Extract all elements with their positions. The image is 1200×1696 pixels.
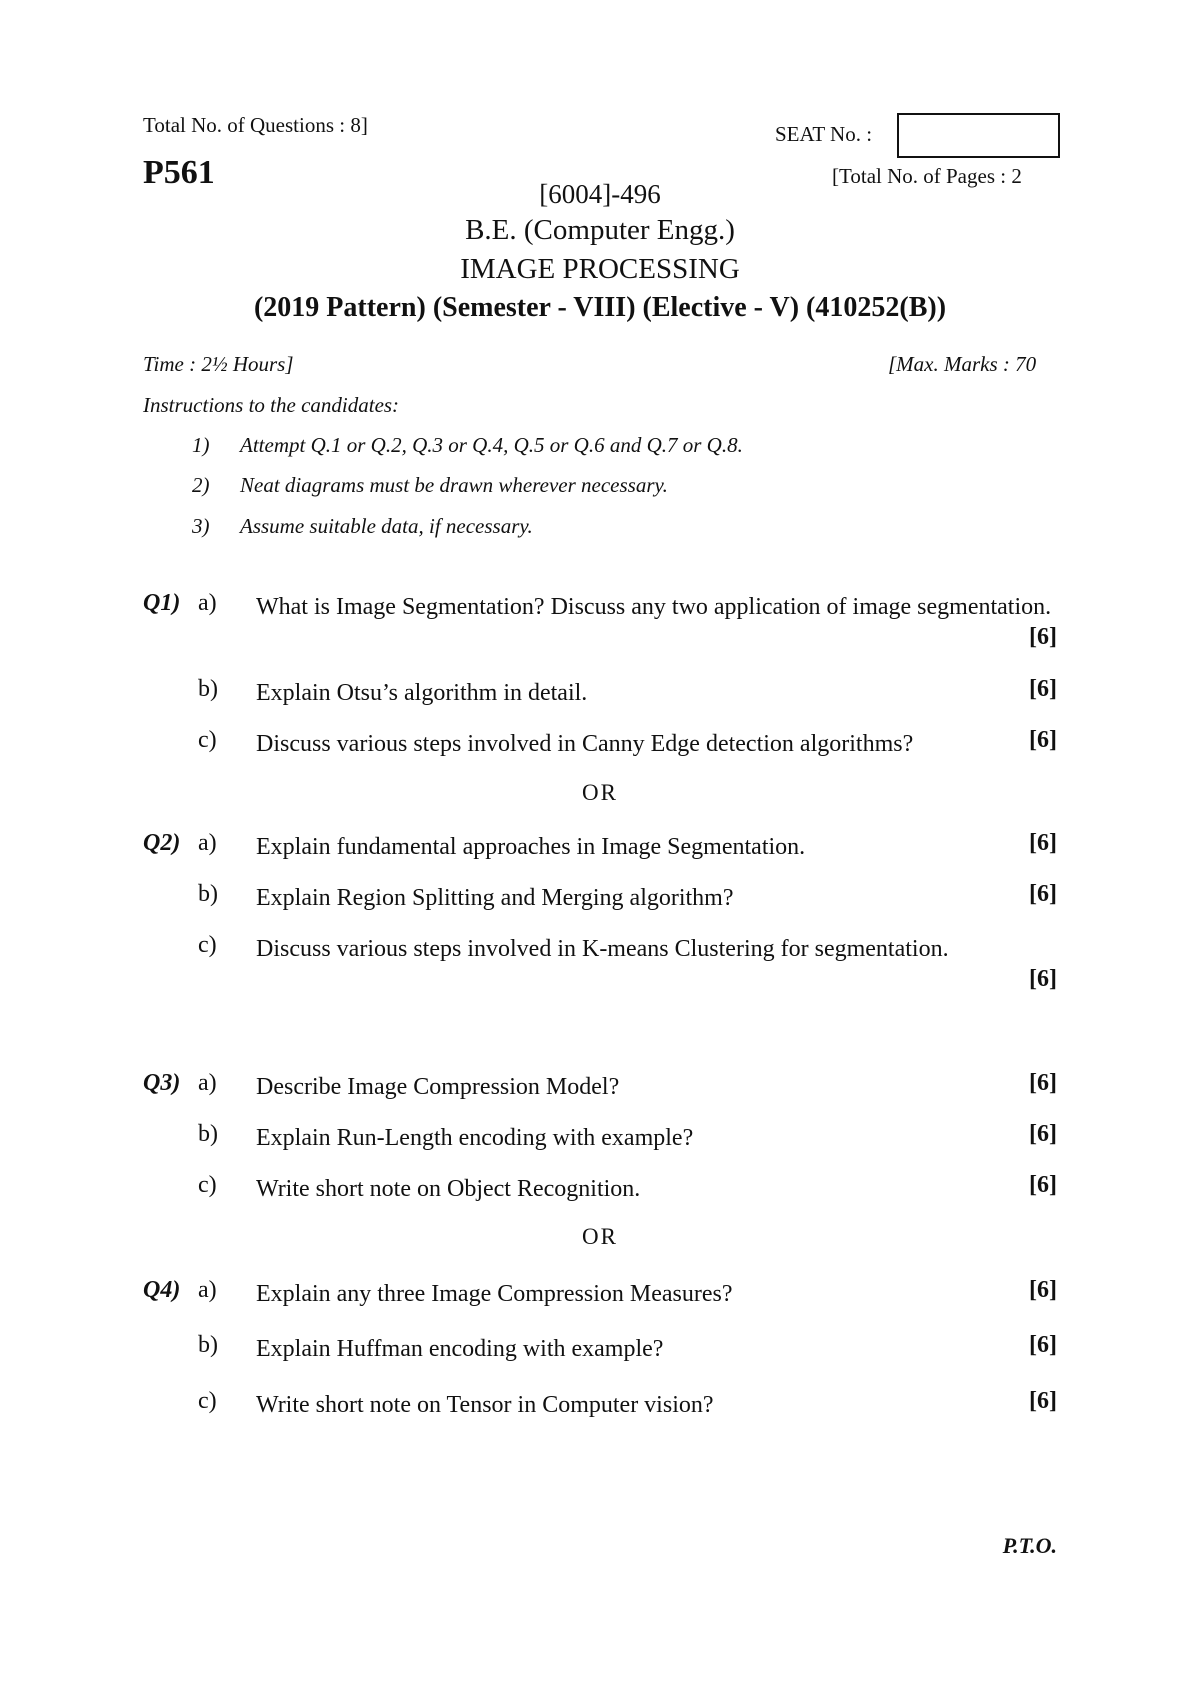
instruction-text: Neat diagrams must be drawn wherever necessary.: [240, 473, 668, 497]
seat-number-box[interactable]: [897, 113, 1060, 158]
degree-title: B.E. (Computer Engg.): [465, 214, 735, 246]
part-label: b): [198, 1121, 218, 1147]
instructions-title: Instructions to the candidates:: [143, 393, 400, 417]
part-label: c): [198, 1388, 217, 1414]
part-label: b): [198, 881, 218, 907]
instruction-number: 1): [192, 433, 210, 457]
question-number: Q1): [143, 590, 181, 616]
question-number: Q2): [143, 830, 181, 856]
marks: [6]: [1029, 1070, 1057, 1096]
time-allowed: Time : 2½ Hours]: [143, 352, 294, 376]
max-marks: [Max. Marks : 70: [888, 352, 1037, 376]
marks: [6]: [1029, 676, 1057, 702]
marks: [6]: [1029, 1388, 1057, 1414]
question-text: Describe Image Compression Model?: [256, 1074, 620, 1100]
marks: [6]: [1029, 727, 1057, 753]
paper-code: [6004]-496: [539, 179, 661, 209]
question-text: Explain any three Image Compression Measures?: [256, 1281, 733, 1307]
part-label: b): [198, 1332, 218, 1358]
instruction-number: 3): [192, 514, 210, 538]
part-label: a): [198, 1277, 217, 1303]
marks: [6]: [1029, 881, 1057, 907]
marks: [6]: [1029, 1277, 1057, 1303]
pattern-line: (2019 Pattern) (Semester - VIII) (Elective - V) (410252(B)): [253, 292, 947, 323]
or-separator: OR: [582, 1224, 618, 1249]
instruction-item: [192, 514, 533, 539]
question-text: Discuss various steps involved in K-means Clustering for segmentation.: [256, 936, 949, 962]
question-text: Write short note on Tensor in Computer vision?: [256, 1392, 714, 1418]
part-label: b): [198, 676, 218, 702]
seat-number-label: SEAT No. :: [775, 122, 873, 146]
question-text: Explain Otsu’s algorithm in detail.: [256, 680, 588, 706]
question-text: Explain Region Splitting and Merging algorithm?: [256, 885, 734, 911]
instruction-item: [192, 473, 668, 498]
question-text: Write short note on Object Recognition.: [256, 1176, 641, 1202]
question-text: Explain fundamental approaches in Image Segmentation.: [256, 834, 806, 860]
instruction-text: Assume suitable data, if necessary.: [240, 514, 533, 538]
marks: [6]: [1029, 966, 1057, 992]
please-turn-over: P.T.O.: [1002, 1533, 1057, 1558]
instruction-number: 2): [192, 473, 210, 497]
question-number: Q4): [143, 1277, 181, 1303]
question-text: Explain Huffman encoding with example?: [256, 1336, 664, 1362]
instruction-text: Attempt Q.1 or Q.2, Q.3 or Q.4, Q.5 or Q.6 and Q.7 or Q.8.: [240, 433, 743, 457]
question-text: What is Image Segmentation? Discuss any two application of image segmentation.: [256, 594, 1052, 620]
part-label: c): [198, 932, 217, 958]
marks: [6]: [1029, 1172, 1057, 1198]
question-text: Explain Run-Length encoding with example?: [256, 1125, 694, 1151]
part-label: a): [198, 1070, 217, 1096]
part-label: c): [198, 727, 217, 753]
or-separator: OR: [582, 780, 618, 805]
part-label: c): [198, 1172, 217, 1198]
marks: [6]: [1029, 830, 1057, 856]
question-number: Q3): [143, 1070, 181, 1096]
paper-id: P561: [143, 154, 215, 191]
subject-title: IMAGE PROCESSING: [460, 253, 740, 285]
marks: [6]: [1029, 624, 1057, 650]
total-pages: [Total No. of Pages : 2: [832, 164, 1022, 188]
part-label: a): [198, 590, 217, 616]
marks: [6]: [1029, 1332, 1057, 1358]
marks: [6]: [1029, 1121, 1057, 1147]
instruction-item: [192, 433, 743, 458]
question-text: Discuss various steps involved in Canny Edge detection algorithms?: [256, 731, 914, 757]
part-label: a): [198, 830, 217, 856]
total-questions: Total No. of Questions : 8]: [143, 113, 368, 137]
